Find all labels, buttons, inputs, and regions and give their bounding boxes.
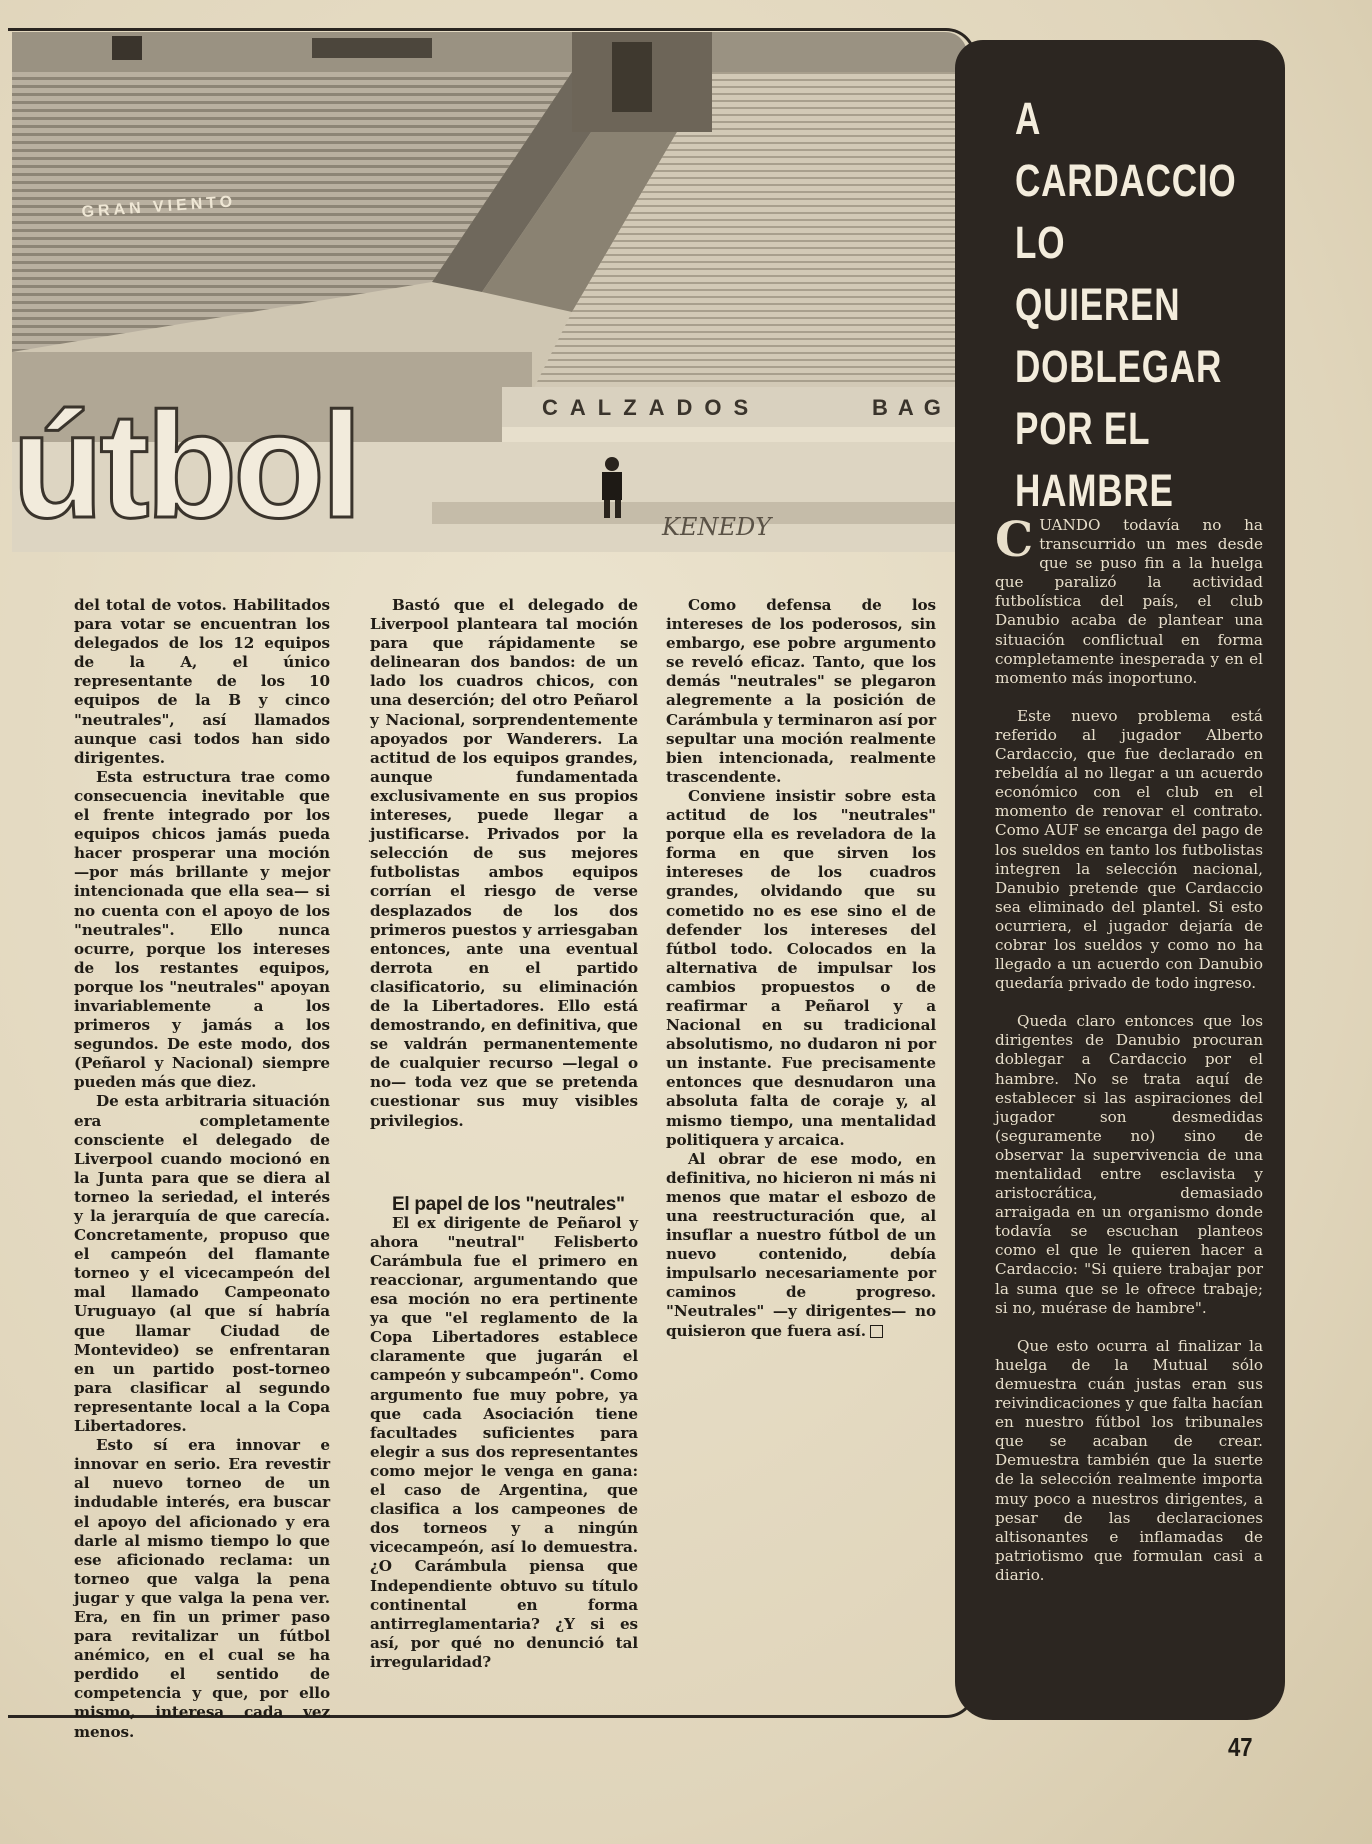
paragraph: De esta arbitraria situación era completamente consciente el delegado de Liverpool cuando mocionó en la Junta para que se diera al torneo la seriedad, el interés y la jerarquía de que carecía. Concretamente, propuso que el campeón del flamante torneo y el vicecampeón del mal llamado Campeonato Uruguayo (al que sí habría que llamar Ciudad de Montevideo) se enfrentaran en un partido post-torneo para clasificar al segundo representante local a la Copa Libertadores. xyxy=(74,1092,330,1436)
sign-wall-text: KENEDY xyxy=(662,513,772,541)
sidebar-title-line: POR EL xyxy=(1015,403,1151,454)
stadium-photo xyxy=(12,32,967,552)
sign-ad-right-text: BAG xyxy=(872,395,951,420)
section-subheading: El papel de los "neutrales" xyxy=(392,1193,625,1215)
sidebar-body xyxy=(995,512,1263,1604)
sidebar-title xyxy=(1015,88,1237,522)
paragraph: Que esto ocurra al finalizar la huelga de la Mutual sólo demuestra cuán justas eran sus reivindicaciones y que falta hacían en nuestro fútbol los tribunales que se acaban de crear. Demuestra también que la suerte de la selección realmente importa muy poco a nuestros dirigentes, a pesar de las declaraciones altisonantes e inflamadas de patriotismo que formulan casi a diario. xyxy=(995,1336,1263,1584)
sidebar-title-line: A xyxy=(1015,93,1042,144)
paragraph: Conviene insistir sobre esta actitud de los "neutrales" porque ella es reveladora de la forma en que sirven los intereses de los cuadros grandes, olvidando que su cometido no es ese sino el de defender los intereses del fútbol todo. Colocados en la alternativa de impulsar los cambios propuestos o de reafirmar a Peñarol y a Nacional en su tradicional absolutismo, no dudaron ni por un instante. Fue precisamente entonces que desnudaron una absoluta falta de coraje y, al mismo tiempo, una mentalidad politiquera y arcaica. xyxy=(666,786,936,1149)
paragraph: Queda claro entonces que los dirigentes de Danubio procuran doblegar a Cardaccio por el hambre. No se trata aquí de establecer si las aspiraciones del jugador son desmedidas (seguramente no) sino de observar la supervivencia de una mentalidad entre esclavista y aristocrática, demasiado arraigada en un organismo donde todavía se escuchan planteos como el que le quieren hacer a Cardaccio: "Si quiere trabajar por la suma que se le ofrece trabaje; si no, muérase de hambre". xyxy=(995,1012,1263,1317)
paragraph: Esta estructura trae como consecuencia inevitable que el frente integrado por los equipos chicos jamás pueda hacer prosperar una moción —por más brillante y mejor intencionada que ella sea— si no cuenta con el apoyo de los "neutrales". Ello nunca ocurre, porque los intereses de los restantes equipos, porque los "neutrales" apoyan invariablemente a los primeros y jamás a los segundos. De este modo, dos (Peñarol y Nacional) siempre pueden más que diez. xyxy=(74,767,330,1092)
paragraph-text: Al obrar de ese modo, en definitiva, no hicieron ni más ni menos que matar el esbozo de una reestructuración que, al insuflar a nuestro fútbol de un nuevo contenido, debía impulsarlo necesariamente por caminos de progreso. "Neutrales" —y dirigentes— no quisieron que fuera así. xyxy=(666,1149,936,1340)
article-column-2 xyxy=(370,596,638,1672)
paragraph: Como defensa de los intereses de los poderosos, sin embargo, ese pobre argumento se reveló eficaz. Tanto, que los demás "neutrales" se plegaron alegremente a la posición de Carámbula y terminaron así por sepultar una moción realmente bien intencionada, realmente trascendente. xyxy=(666,596,936,786)
sidebar-title-line: CARDACCIO xyxy=(1015,155,1237,206)
sidebar-box xyxy=(955,40,1285,1720)
sidebar-title-line: HAMBRE xyxy=(1015,465,1174,516)
page-number: 47 xyxy=(1228,1732,1253,1762)
sidebar-title-line: DOBLEGAR xyxy=(1015,341,1223,392)
paragraph: Esto sí era innovar e innovar en serio. Era revestir al nuevo torneo de un indudable interés, era buscar el apoyo del aficionado y era darle al mismo tiempo lo que ese aficionado reclama: un torneo que valga la pena jugar y que valga la pena ver. Era, en fin un primer paso para revitalizar un fútbol anémico, en el cual se ha perdido el sentido de competencia y que, por ello mismo, interesa cada vez menos. xyxy=(74,1436,330,1741)
article-column-1 xyxy=(74,596,330,1742)
paragraph: Este nuevo problema está referido al jugador Alberto Cardaccio, que fue declarado en rebeldía al no llegar a un acuerdo económico con el club en el momento de renovar el contrato. Como AUF se encarga del pago de los sueldos en tanto los futbolistas integren la selección nacional, Danubio pretende que Cardaccio sea eliminado del plantel. Si esto ocurriera, el jugador dejaría de cobrar los sueldos y como no ha llegado a un acuerdo con Danubio quedaría privado de todo ingreso. xyxy=(995,706,1263,993)
paragraph: del total de votos. Habilitados para votar se encuentran los delegados de los 12 equipos de la A, el único representante de los 10 equipos de la B y cinco "neutrales", así llamados aunque casi todos han sido dirigentes. xyxy=(74,596,330,767)
sign-ad-text: CALZADOS xyxy=(542,395,761,420)
headline-fragment: útbol xyxy=(12,381,359,549)
sign-left-text: GRAN VIENTO xyxy=(81,193,237,221)
article-column-3 xyxy=(666,596,936,1341)
paragraph-text: UANDO todavía no ha transcurrido un mes desde que se puso fin a la huelga que paralizó la actividad futbolística del país, el club Danubio acaba de plantear una situación conflictual en forma completamente inesperada y en el momento más inoportuno. xyxy=(995,516,1263,687)
end-mark-icon xyxy=(870,1325,883,1338)
sidebar-title-line: LO QUIEREN xyxy=(1015,217,1181,330)
paragraph xyxy=(666,1150,936,1341)
drop-cap: C xyxy=(995,512,1034,568)
paragraph: Bastó que el delegado de Liverpool planteara tal moción para que rápidamente se delinearan dos bandos: de un lado los cuadros chicos, con una deserción; del otro Peñarol y Nacional, sorprendentemente apoyados por Wanderers. La actitud de los equipos grandes, aunque fundamentada exclusivamente en sus propios intereses, puede llegar a justificarse. Privados por la selección de sus mejores futbolistas ambos equipos corrían el riesgo de verse desplazados de los dos primeros puestos y arriesgaban entonces, ante una eventual derrota en el partido clasificatorio, su eliminación de la Libertadores. Ello está demostrando, en definitiva, que se valdrán permanentemente de cualquier recurso —legal o no— toda vez que se pretenda cuestionar sus muy visibles privilegios. xyxy=(370,596,638,1130)
paragraph: El ex dirigente de Peñarol y ahora "neutral" Felisberto Carámbula fue el primero en reaccionar, argumentando que esa moción no era pertinente ya que "el reglamento de la Copa Libertadores establece claramente que jugarán el campeón y subcampeón". Como argumento fue muy pobre, ya que cada Asociación tiene facultades suficientes para elegir a sus dos representantes como mejor le venga en gana: el caso de Argentina, que clasifica a los campeones de dos torneos y a ningún vicecampeón, así lo demuestra. ¿O Carámbula piensa que Independiente obtuvo su título continental en forma antirreglamentaria? ¿Y si es así, por qué no denunció tal irregularidad? xyxy=(370,1213,638,1671)
paragraph xyxy=(995,512,1263,688)
